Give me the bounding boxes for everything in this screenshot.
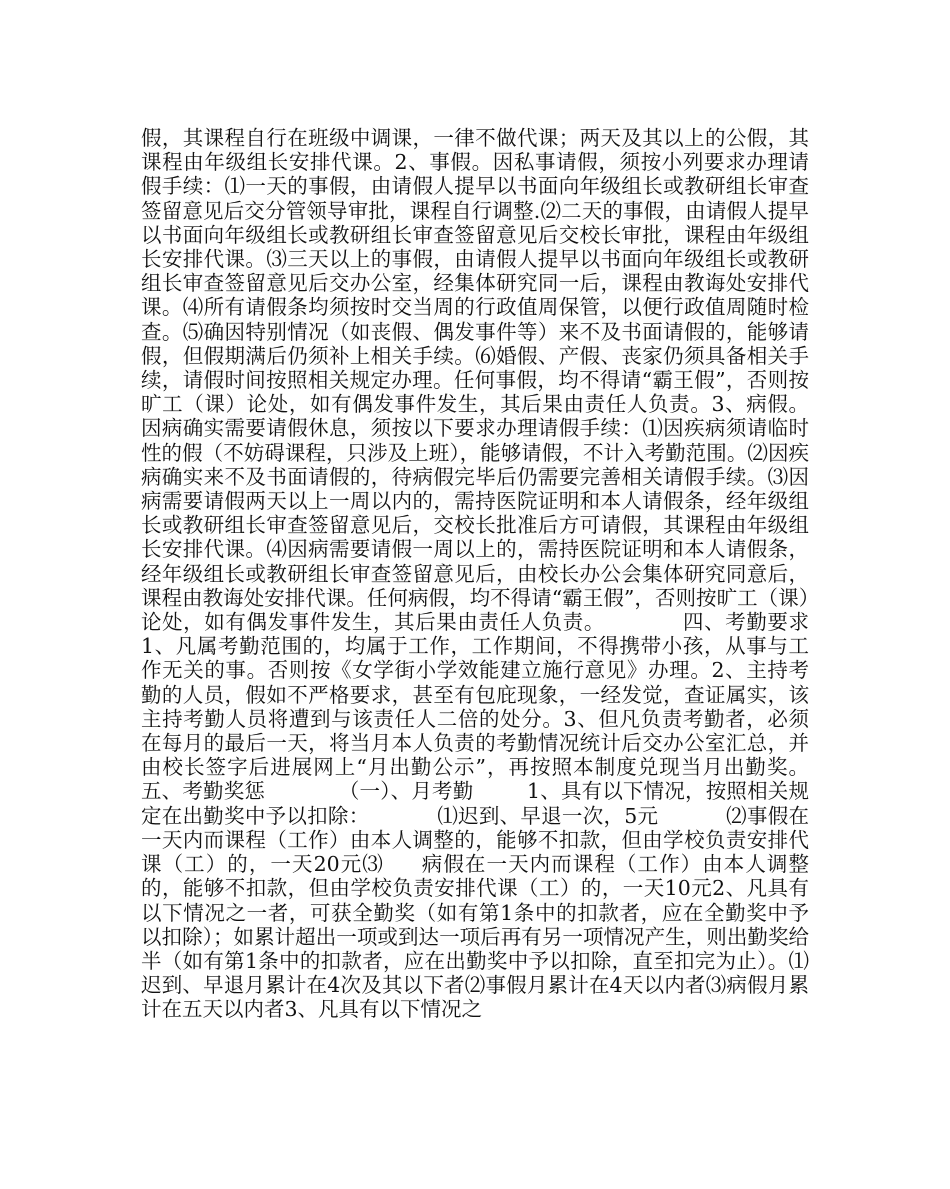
document-body-text: 假，其课程自行在班级中调课，一律不做代课；两天及其以上的公假，其课程由年级组长安排代课。2、事假。因私事请假，须按小列要求办理请假手续：⑴一天的事假，由请假人提早以书面向年级组长或教研组长审查签留意见后交分管领导审批，课程自行调整.⑵二天的事假，由请假人提早以书面向年级组长或教研组长审查签留意见后交校长审批，课程由年级组长安排代课。⑶三天以上的事假，由请假人提早以书面向年级组长或教研组长审查签留意见后交办公室，经集体研究同一后，课程由教诲处安排代课。⑷所有请假条均须按时交当周的行政值周保管，以便行政值周随时检查。⑸确因特别情况（如丧假、偶发事件等）来不及书面请假的，能够请假，但假期满后仍须补上相关手续。⑹婚假、产假、丧家仍须具备相关手续，请假时间按照相关规定办理。任何事假，均不得请“霸王假”，否则按旷工（课）论处，如有偶发事件发生，其后果由责任人负责。3、病假。因病确实需要请假休息，须按以下要求办理请假手续：⑴因疾病须请临时性的假（不妨碍课程，只涉及上班），能够请假，不计入考勤范围。⑵因疾病确实来不及书面请假的，待病假完毕后仍需要完善相关请假手续。⑶因病需要请假两天以上一周以内的，需持医院证明和本人请假条，经年级组长或教研组长审查签留意见后，交校长批准后方可请假，其课程由年级组长安排代课。⑷因病需要请假一周以上的，需持医院证明和本人请假条，经年级组长或教研组长审查签留意见后，由校长办公会集体研究同意后，课程由教诲处安排代课。任何病假，均不得请“霸王假”，否则按旷工（课）论处，如有偶发事件发生，其后果由责任人负责。 四、考勤要求 1、凡属考勤范围的，均属于工作，工作期间，不得携带小孩，从事与工作无关的事。否则按《女学街小学效能建立施行意见》办理。2、主持考勤的人员，假如不严格要求，甚至有包庇现象，一经发觉，查证属实，该主持考勤人员将遭到与该责任人二倍的处分。3、但凡负责考勤者，必须在每月的最后一天，将当月本人负责的考勤情况统计后交办公室汇总，并由校长签字后进展网上“月出勤公示”，再按照本制度兑现当月出勤奖。 五、考勤奖惩 （一）、月考勤 1、具有以下情况，按照相关规定在出勤奖中予以扣除： ⑴迟到、早退一次，5元 ⑵事假在一天内而课程（工作）由本人调整的，能够不扣款，但由学校负责安排代课（工）的，一天20元⑶ 病假在一天内而课程（工作）由本人调整的，能够不扣款，但由学校负责安排代课（工）的，一天10元2、凡具有以下情况之一者，可获全勤奖（如有第1条中的扣款者，应在全勤奖中予以扣除）；如累计超出一项或到达一项后再有另一项情况产生，则出勤奖给半（如有第1条中的扣款者，应在出勤奖中予以扣除，直至扣完为止）。⑴迟到、早退月累计在4次及其以下者⑵事假月累计在4天以内者⑶病假月累计在五天以内者3、凡具有以下情况之 [141,126,881,1022]
